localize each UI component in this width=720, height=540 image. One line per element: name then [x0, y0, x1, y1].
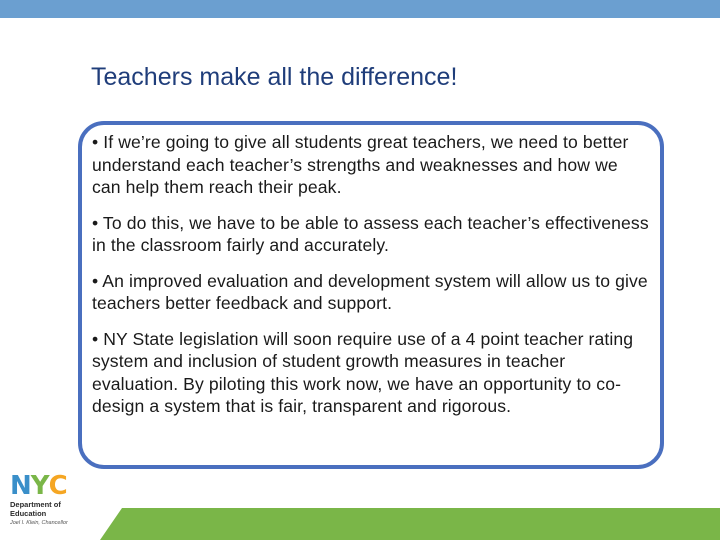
slide-title: Teachers make all the difference!	[91, 63, 458, 91]
nyc-doe-logo	[10, 472, 90, 532]
content-box	[78, 121, 664, 469]
bottom-accent-bar	[100, 508, 720, 540]
nyc-wordmark	[10, 472, 90, 500]
logo-letter-y: Y	[30, 471, 49, 501]
logo-letter-c: C	[48, 471, 67, 501]
logo-org-line1: Department of	[10, 500, 61, 509]
bullet-item: • NY State legislation will soon require use of a 4 point teacher rating system and inclusion of student growth measures in teacher evaluation. By piloting this work now, we have an opportunity to co-design a system that is fair, transparent and rigorous.	[92, 328, 634, 416]
logo-org-line2: Education	[10, 509, 47, 518]
logo-letter-n: N	[10, 471, 31, 501]
bullet-item: • If we’re going to give all students great teachers, we need to better understand each teacher’s strengths and weaknesses and how we can help them reach their peak.	[92, 132, 629, 197]
bullet-item: • To do this, we have to be able to assess each teacher’s effectiveness in the classroom fairly and accurately.	[92, 212, 649, 255]
logo-chancellor: Joel I. Klein, Chancellor	[10, 520, 68, 526]
bullet-item: • An improved evaluation and development system will allow us to give teachers better feedback and support.	[92, 270, 648, 313]
top-accent-bar	[0, 0, 720, 18]
